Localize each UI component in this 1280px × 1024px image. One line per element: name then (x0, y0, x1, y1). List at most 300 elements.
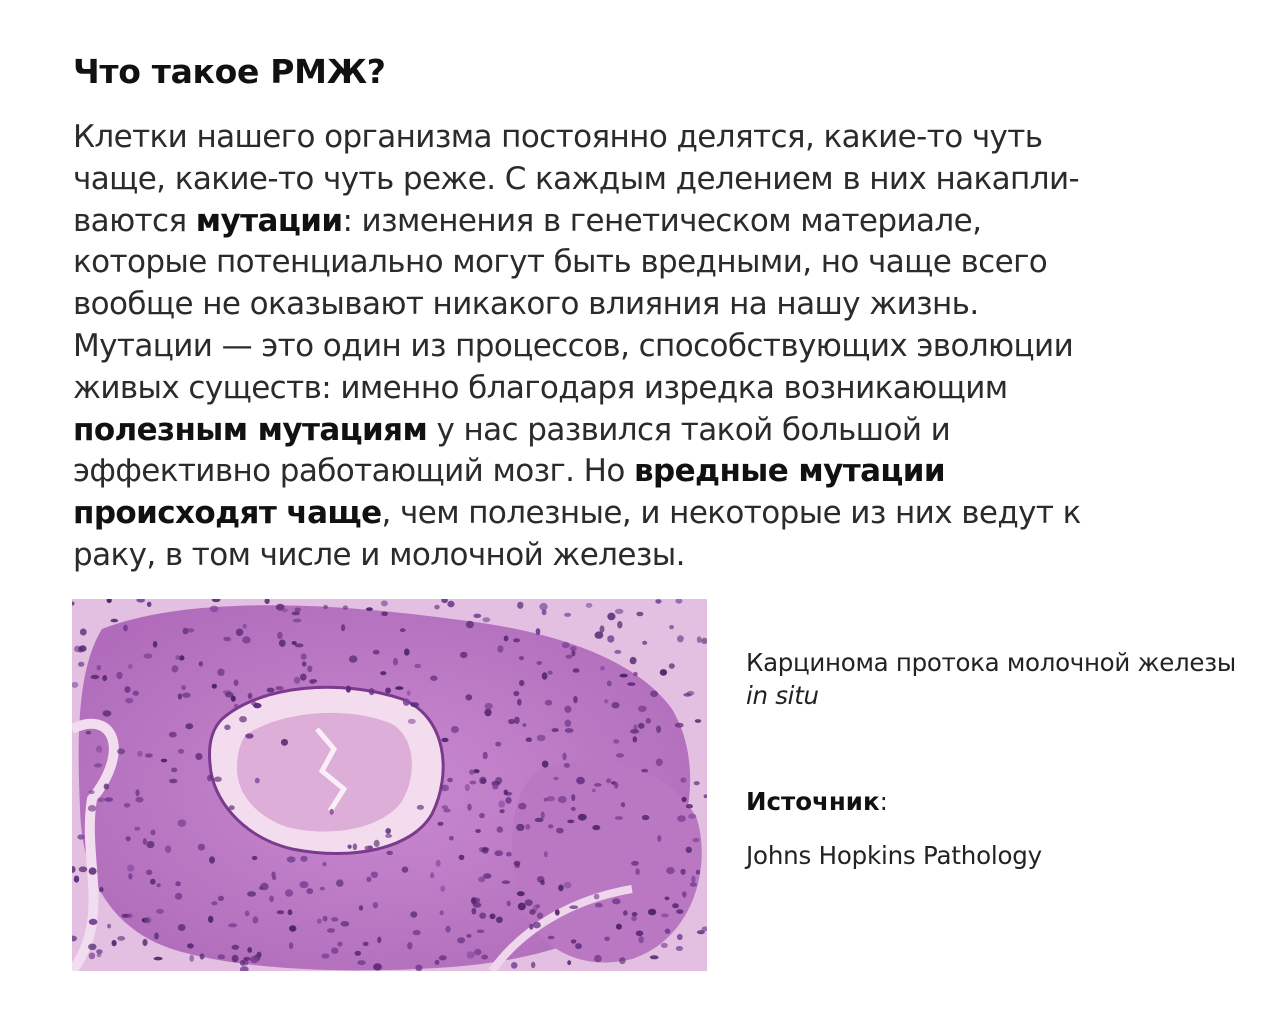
nucleus (548, 936, 555, 940)
nucleus (539, 603, 547, 611)
nucleus (143, 653, 152, 658)
nucleus (442, 805, 449, 809)
nucleus (156, 909, 164, 914)
nucleus (327, 928, 335, 933)
nucleus (619, 957, 626, 964)
nucleus (144, 917, 151, 924)
nucleus (484, 709, 491, 717)
nucleus (483, 752, 488, 760)
nucleus (529, 924, 533, 930)
nucleus (307, 666, 312, 673)
nucleus (430, 872, 434, 878)
nucleus (479, 777, 486, 785)
paragraph-text: у нас развился такой большой и (427, 411, 951, 448)
nucleus (208, 916, 213, 923)
nucleus (437, 822, 443, 826)
nucleus (281, 739, 288, 746)
nucleus (337, 942, 342, 947)
nucleus (321, 953, 329, 958)
nucleus (449, 836, 454, 841)
nucleus (331, 917, 338, 922)
nucleus (646, 718, 651, 724)
nucleus (247, 891, 256, 897)
nucleus (627, 682, 635, 686)
nucleus (540, 880, 545, 885)
nucleus (143, 838, 147, 845)
nucleus (676, 909, 683, 914)
nucleus (558, 796, 567, 803)
nucleus (232, 945, 240, 950)
nucleus (127, 913, 133, 918)
nucleus (567, 820, 574, 824)
nucleus (252, 856, 258, 860)
nucleus (566, 655, 573, 659)
nucleus (537, 661, 543, 665)
nucleus (348, 845, 352, 849)
nucleus (407, 942, 412, 949)
nucleus (407, 690, 411, 695)
micrograph-illustration (72, 599, 707, 971)
nucleus (171, 768, 177, 773)
nucleus (172, 665, 179, 672)
nucleus (414, 664, 421, 669)
bold-term-mutations: мутации (195, 202, 343, 239)
nucleus (239, 716, 247, 722)
nucleus (289, 925, 296, 931)
source-colon: : (879, 787, 888, 816)
nucleus (373, 963, 382, 970)
nucleus (195, 753, 202, 760)
nucleus (604, 937, 610, 942)
nucleus (460, 652, 468, 658)
nucleus (94, 763, 102, 767)
nucleus (513, 691, 519, 696)
nucleus (502, 880, 510, 884)
nucleus (537, 913, 543, 919)
nucleus (111, 619, 119, 623)
nucleus (612, 898, 621, 904)
nucleus (253, 916, 259, 923)
nucleus (146, 870, 152, 876)
nucleus (267, 688, 275, 693)
nucleus (349, 655, 357, 662)
nucleus (137, 751, 142, 757)
nucleus (571, 794, 575, 801)
nucleus (336, 879, 344, 886)
nucleus (478, 877, 485, 883)
nucleus (269, 896, 274, 903)
paragraph-line: Клетки нашего организма постоянно делятся, какие-то чуть (73, 119, 1043, 155)
nucleus (245, 733, 253, 738)
nucleus (147, 841, 155, 848)
nucleus (413, 930, 421, 935)
nucleus (157, 883, 161, 887)
nucleus (630, 729, 639, 734)
nucleus (229, 805, 235, 810)
nucleus (536, 904, 540, 908)
nucleus (617, 621, 622, 628)
nucleus (471, 897, 476, 904)
nucleus (135, 797, 143, 803)
nucleus (595, 631, 604, 638)
nucleus (682, 891, 687, 897)
nucleus (279, 640, 286, 647)
nucleus (691, 876, 695, 883)
nucleus (214, 777, 222, 782)
nucleus (497, 826, 503, 832)
nucleus (506, 852, 512, 857)
caption-italic: in situ (746, 681, 819, 710)
nucleus (569, 905, 578, 909)
nucleus (614, 782, 618, 788)
nucleus (182, 693, 191, 698)
nucleus (373, 650, 380, 655)
nucleus (575, 943, 582, 949)
histology-image (72, 599, 707, 971)
nucleus (210, 606, 219, 612)
nucleus (150, 879, 156, 885)
nucleus (243, 624, 247, 629)
nucleus (694, 781, 700, 785)
nucleus (518, 903, 526, 911)
nucleus (465, 694, 472, 700)
nucleus (147, 602, 152, 607)
nucleus (633, 672, 638, 676)
nucleus (359, 905, 363, 910)
nucleus (525, 899, 533, 906)
nucleus (496, 917, 503, 923)
nucleus (317, 918, 322, 923)
nucleus (183, 628, 189, 635)
nucleus (564, 882, 572, 889)
nucleus (369, 688, 375, 695)
nucleus (507, 901, 511, 907)
nucleus (385, 828, 391, 834)
nucleus (564, 706, 571, 713)
nucleus (656, 759, 663, 767)
nucleus (686, 847, 692, 853)
nucleus (682, 797, 687, 802)
nucleus (400, 628, 406, 632)
source-value: Johns Hopkins Pathology (746, 841, 1042, 870)
nucleus (638, 706, 647, 712)
nucleus (514, 717, 520, 724)
bold-term-useful-mutations: полезным мутациям (73, 411, 428, 448)
nucleus (135, 789, 139, 796)
nucleus (228, 923, 237, 927)
nucleus (377, 937, 381, 943)
nucleus (544, 851, 548, 857)
page-title: Что такое РМЖ? (73, 52, 386, 91)
nucleus (504, 792, 512, 796)
nucleus (322, 862, 326, 866)
nucleus (642, 641, 647, 645)
nucleus (260, 883, 269, 890)
nucleus (385, 834, 392, 838)
nucleus (642, 815, 650, 820)
nucleus (482, 617, 490, 622)
nucleus (573, 696, 578, 703)
nucleus (630, 657, 637, 664)
nucleus (641, 769, 648, 773)
nucleus (677, 934, 683, 940)
nucleus (169, 732, 177, 738)
nucleus (374, 840, 380, 847)
nucleus (125, 698, 133, 704)
source-label-bold: Источник (746, 787, 880, 816)
nucleus (656, 726, 661, 733)
nucleus (178, 924, 186, 931)
nucleus (648, 909, 656, 916)
nucleus (380, 671, 386, 675)
nucleus (564, 613, 571, 617)
nucleus (479, 813, 485, 818)
nucleus (234, 679, 239, 686)
nucleus (393, 658, 398, 666)
nucleus (447, 778, 453, 783)
nucleus (571, 807, 576, 811)
nucleus (127, 865, 134, 872)
nucleus (542, 761, 549, 768)
nucleus (666, 867, 674, 874)
nucleus (373, 902, 378, 908)
nucleus (594, 894, 600, 900)
nucleus (153, 641, 158, 648)
nucleus (99, 887, 104, 892)
nucleus (123, 625, 128, 632)
nucleus (402, 866, 409, 872)
nucleus (104, 784, 109, 790)
nucleus (117, 936, 125, 941)
nucleus (363, 942, 369, 946)
nucleus (381, 600, 388, 606)
nucleus (245, 911, 250, 917)
nucleus (169, 779, 177, 784)
nucleus (508, 719, 515, 724)
nucleus (473, 614, 481, 618)
nucleus (636, 931, 644, 937)
paragraph-line: живых существ: именно благодаря изредка возникающим (73, 369, 1008, 406)
nucleus (77, 834, 84, 839)
nucleus (357, 960, 365, 965)
nucleus (517, 602, 523, 609)
nucleus (607, 635, 614, 642)
paragraph-line (73, 493, 1213, 535)
nucleus (102, 675, 107, 681)
nucleus (680, 777, 686, 782)
nucleus (355, 951, 361, 956)
nucleus (661, 943, 668, 948)
nucleus (134, 827, 140, 831)
paragraph-text: ваются (73, 202, 196, 239)
nucleus (275, 686, 283, 690)
nucleus (209, 856, 215, 863)
nucleus (248, 693, 253, 699)
nucleus (650, 955, 659, 959)
nucleus (80, 629, 87, 636)
nucleus (677, 635, 684, 642)
nucleus (368, 846, 373, 851)
nucleus (562, 753, 566, 761)
nucleus (615, 609, 624, 614)
paragraph-line: Мутации — это один из процессов, способствующих эволюции (73, 327, 1074, 364)
nucleus (533, 922, 541, 929)
nucleus (242, 636, 251, 643)
nucleus (692, 838, 699, 842)
nucleus (128, 873, 132, 879)
nucleus (676, 946, 683, 951)
nucleus (403, 698, 410, 705)
nucleus (686, 804, 693, 808)
nucleus (272, 876, 277, 880)
nucleus (323, 605, 328, 609)
nucleus (117, 748, 125, 754)
nucleus (498, 801, 505, 808)
nucleus (381, 612, 388, 617)
nucleus (175, 881, 181, 886)
nucleus (294, 677, 300, 684)
nucleus (187, 943, 194, 948)
nucleus (616, 924, 622, 930)
nucleus (212, 684, 217, 689)
nucleus (224, 725, 230, 731)
nucleus (616, 753, 624, 757)
nucleus (88, 805, 96, 812)
nucleus (474, 949, 481, 956)
nucleus (154, 957, 163, 961)
nucleus (88, 944, 96, 950)
nucleus (620, 674, 628, 678)
nucleus (665, 929, 671, 934)
nucleus (607, 613, 615, 621)
nucleus (621, 802, 625, 807)
nucleus (331, 947, 338, 954)
nucleus (688, 814, 696, 819)
nucleus (236, 629, 243, 636)
nucleus (217, 669, 224, 676)
nucleus (537, 735, 546, 741)
nucleus (525, 824, 530, 830)
nucleus (555, 909, 560, 915)
body-paragraph (73, 117, 1213, 577)
nucleus (74, 876, 79, 883)
nucleus (447, 601, 454, 608)
nucleus (445, 926, 450, 933)
nucleus (366, 877, 371, 882)
nucleus (243, 959, 249, 966)
nucleus (289, 942, 293, 949)
nucleus (410, 911, 417, 917)
nucleus (86, 731, 92, 735)
nucleus (436, 860, 441, 867)
nucleus (459, 855, 465, 860)
nucleus (353, 843, 357, 850)
nucleus (467, 934, 472, 938)
nucleus (576, 777, 585, 785)
nucleus (116, 672, 122, 679)
nucleus (178, 819, 187, 826)
nucleus (300, 881, 309, 888)
nucleus (430, 676, 437, 681)
nucleus (294, 608, 301, 613)
nucleus (672, 903, 679, 908)
nucleus (346, 686, 351, 693)
nucleus (253, 703, 261, 708)
paragraph-line: раку, в том числе и молочной железы. (73, 536, 685, 573)
nucleus (519, 656, 524, 660)
nucleus (161, 759, 167, 763)
nucleus (655, 599, 661, 604)
nucleus (309, 680, 315, 684)
nucleus (607, 681, 612, 687)
nucleus (320, 887, 325, 891)
nucleus (695, 719, 701, 723)
nucleus (435, 960, 440, 965)
nucleus (223, 637, 229, 641)
nucleus (552, 728, 559, 732)
nucleus (343, 605, 348, 609)
nucleus (573, 668, 580, 673)
nucleus (586, 603, 593, 608)
bold-term-occur-more-often: происходят чаще (73, 495, 382, 532)
nucleus (282, 608, 288, 612)
paragraph-text: , чем полезные, и некоторые из них ведут к (381, 495, 1081, 532)
nucleus (529, 909, 535, 915)
nucleus (415, 965, 422, 971)
nucleus (661, 913, 669, 917)
nucleus (495, 742, 501, 747)
nucleus (457, 937, 465, 943)
nucleus (306, 888, 313, 894)
nucleus (218, 954, 226, 959)
nucleus (465, 784, 470, 791)
nucleus (231, 696, 236, 702)
nucleus (615, 816, 623, 820)
nucleus (696, 870, 700, 875)
nucleus (497, 645, 503, 652)
nucleus (604, 699, 608, 703)
nucleus (522, 723, 526, 727)
nucleus (441, 785, 449, 792)
nucleus (104, 797, 113, 801)
nucleus (632, 912, 638, 916)
nucleus (293, 619, 302, 623)
nucleus (542, 672, 548, 679)
nucleus (505, 797, 511, 804)
nucleus (631, 861, 639, 866)
nucleus (178, 693, 182, 699)
nucleus (660, 669, 667, 676)
nucleus (536, 628, 541, 635)
nucleus (255, 778, 260, 784)
nucleus (189, 955, 194, 962)
nucleus (472, 908, 477, 915)
nucleus (548, 671, 553, 675)
nucleus (690, 882, 697, 887)
paragraph-line (73, 410, 1213, 452)
nucleus (200, 953, 205, 959)
nucleus (594, 955, 602, 962)
nucleus (697, 636, 702, 643)
nucleus (606, 778, 611, 783)
nucleus (638, 723, 645, 729)
nucleus (565, 728, 574, 733)
nucleus (669, 663, 675, 669)
nucleus (300, 674, 307, 681)
nucleus (517, 699, 522, 706)
paragraph-text: : изменения в генетическом материале, (342, 202, 982, 239)
caption-text: Карцинома протока молочной железы (746, 648, 1236, 677)
